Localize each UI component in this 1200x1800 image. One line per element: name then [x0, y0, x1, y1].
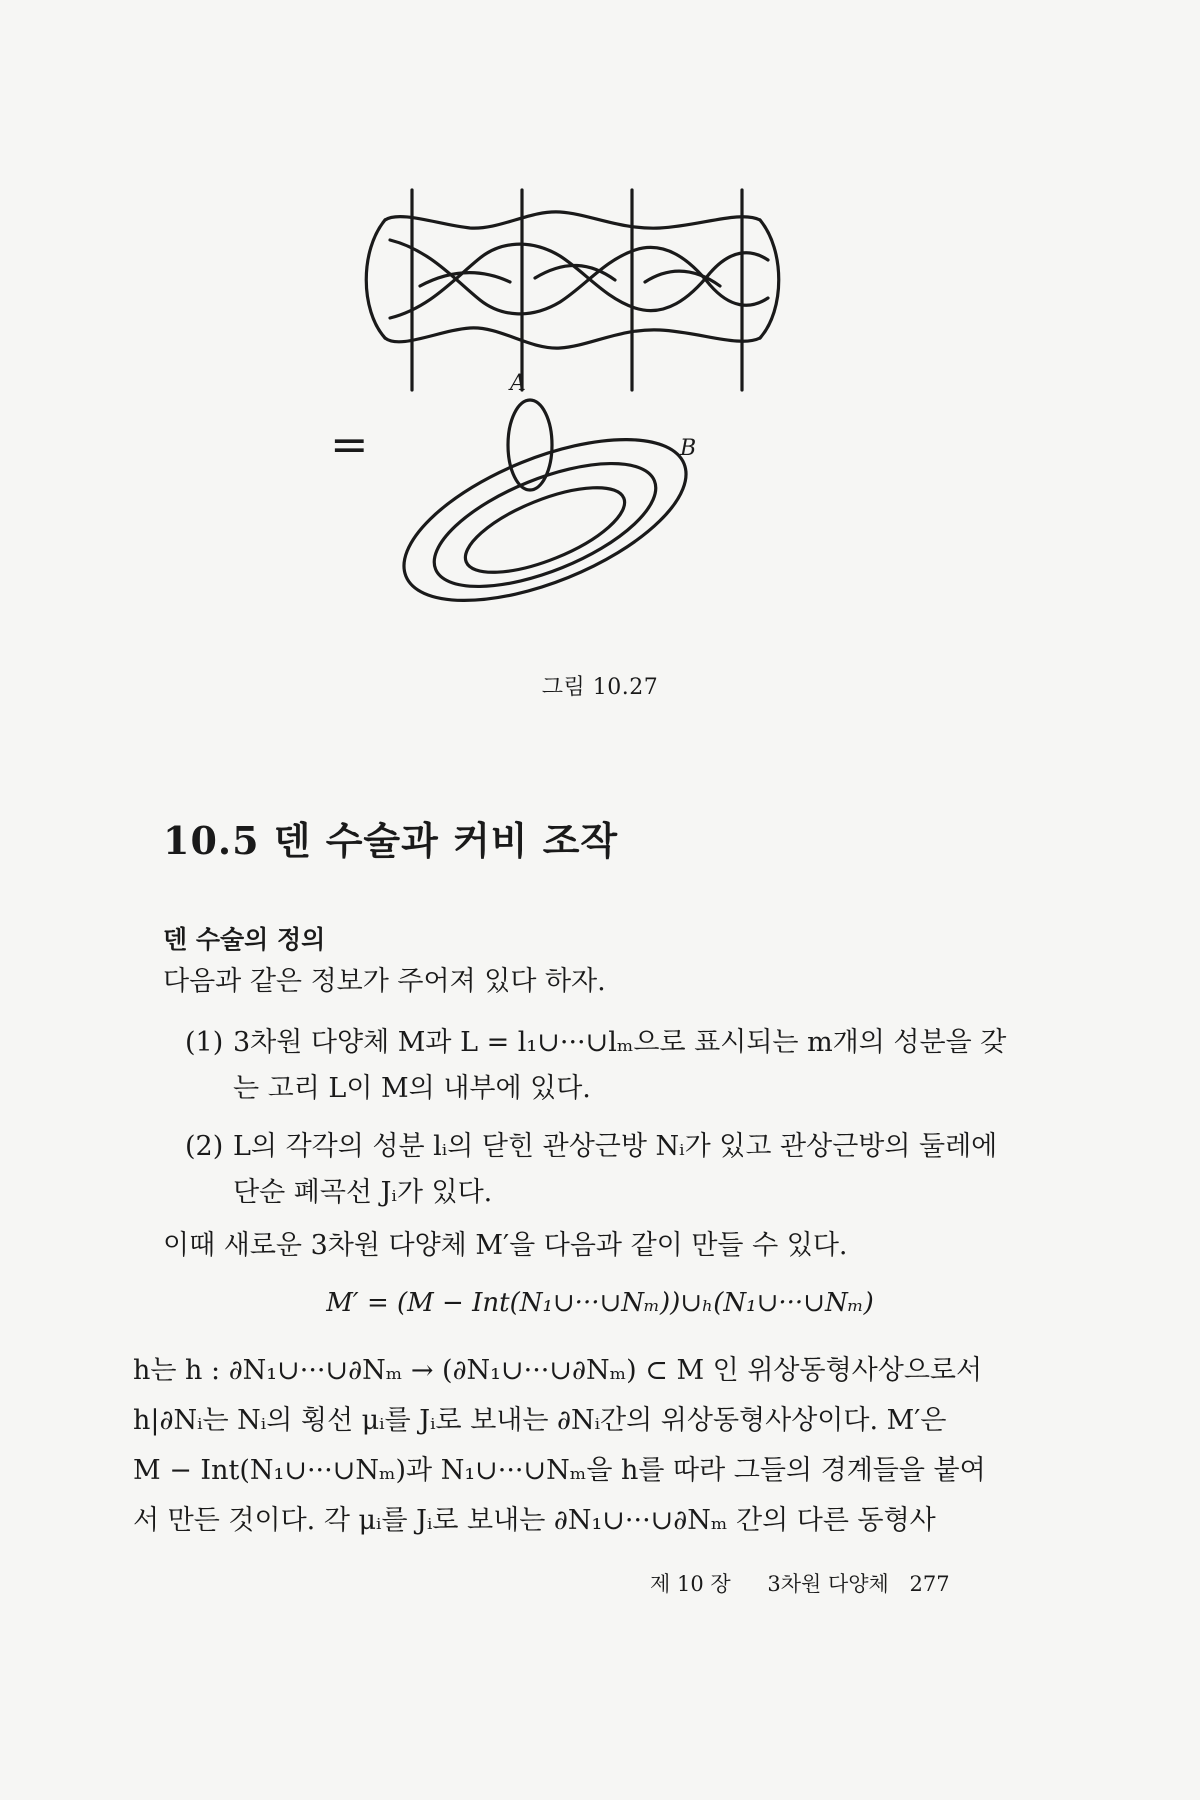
list-number: (1): [185, 1027, 224, 1058]
then-paragraph: 이때 새로운 3차원 다양체 M′을 다음과 같이 만들 수 있다.: [163, 1230, 848, 1261]
list-text: 3차원 다양체 M과 L = l₁∪···∪lₘ으로 표시되는 m개의 성분을 갖는 고리 L이 M의 내부에 있다.: [233, 1027, 1007, 1104]
list-number: (2): [185, 1131, 224, 1162]
band-bottom-edge: [385, 328, 760, 348]
body-line: h는 h : ∂N₁∪···∪∂Nₘ → (∂N₁∪···∪∂Nₘ) ⊂ M 인 위상동형사상으로서: [133, 1355, 983, 1386]
label-a: A: [510, 371, 526, 396]
surgery-equation: M′ = (M − Int(N₁∪···∪Nₘ))∪ₕ(N₁∪···∪Nₘ): [326, 1288, 874, 1318]
page-number: 277: [909, 1572, 950, 1596]
knot-diagram: [330, 190, 800, 660]
footer-chapter-title: 3차원 다양체: [767, 1572, 889, 1596]
intro-paragraph: 다음과 같은 정보가 주어져 있다 하자.: [163, 966, 606, 997]
list-item: [185, 1020, 1025, 1112]
body-line: M − Int(N₁∪···∪Nₘ)과 N₁∪···∪Nₘ을 h를 따라 그들의 경계들을 붙여: [133, 1455, 986, 1486]
body-line: h|∂Nᵢ는 Nᵢ의 횡선 μᵢ를 Jᵢ로 보내는 ∂Nᵢ간의 위상동형사상이다. M′은: [133, 1405, 947, 1436]
outer-ellipse: [383, 406, 708, 633]
list-text: L의 각각의 성분 lᵢ의 닫힌 관상근방 Nᵢ가 있고 관상근방의 둘레에 단순 폐곡선 Jᵢ가 있다.: [233, 1131, 998, 1208]
section-title: 10.5 덴 수술과 커비 조작: [163, 818, 619, 863]
band-top-edge: [385, 212, 760, 228]
inner-ellipse: [455, 470, 635, 589]
figure-10-27: [0, 0, 1200, 760]
linked-circles: [383, 400, 708, 634]
page-footer: [650, 1568, 950, 1598]
body-text: [133, 1346, 1033, 1546]
band-right-cap: [760, 220, 779, 338]
definition-list: [185, 1020, 1025, 1228]
figure-caption: 그림 10.27: [541, 675, 659, 700]
footer-chapter: 제 10 장: [650, 1572, 731, 1596]
body-line: 서 만든 것이다. 각 μᵢ를 Jᵢ로 보내는 ∂N₁∪···∪∂Nₘ 간의 다른 동형사: [133, 1505, 936, 1536]
list-item: [185, 1124, 1025, 1216]
twist-arc-1: [420, 273, 510, 286]
equals-sign: =: [330, 417, 369, 471]
label-b: B: [680, 436, 697, 461]
band-left-cap: [366, 220, 385, 338]
subsection-title: 덴 수술의 정의: [163, 925, 326, 954]
